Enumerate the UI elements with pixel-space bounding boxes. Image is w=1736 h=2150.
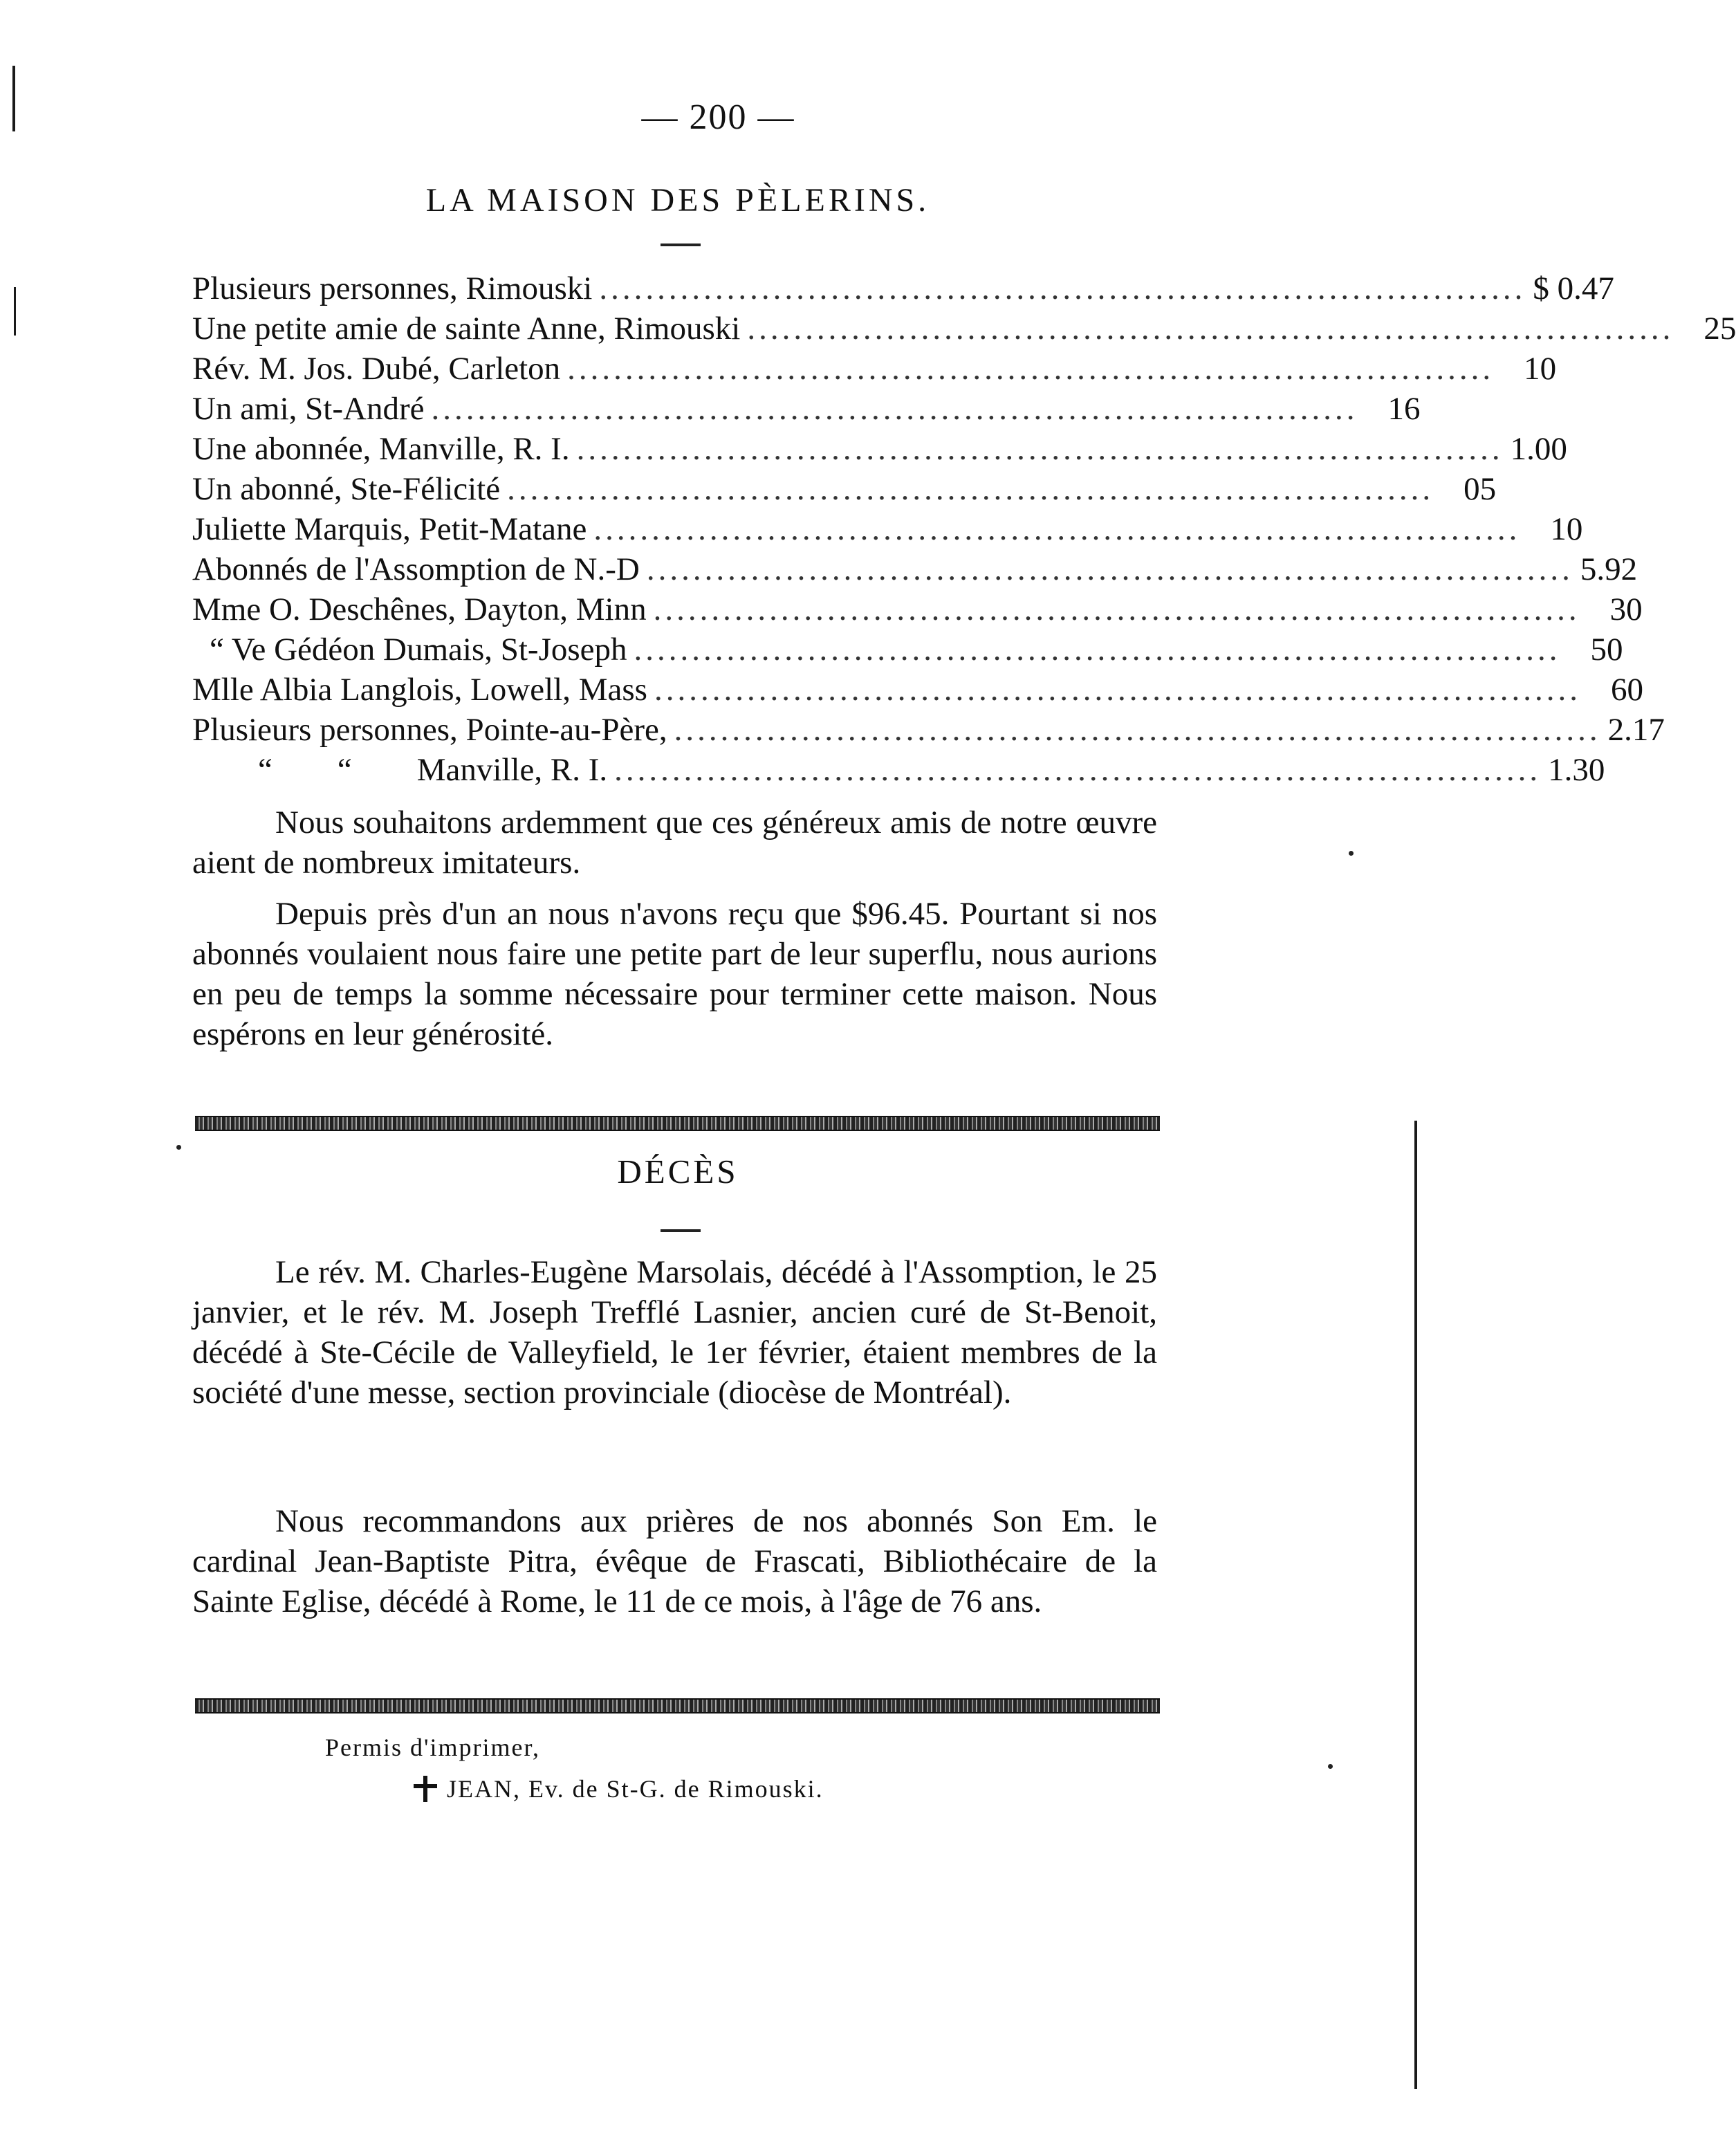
ledger-leader-dots: ................................................................................ <box>599 270 1526 306</box>
cross-icon <box>414 1776 437 1802</box>
ledger-donor: Une petite amie de sainte Anne, Rimouski <box>192 311 741 347</box>
ledger-donor: Un ami, St-André <box>192 391 425 427</box>
page-number: — 200 — <box>641 98 795 137</box>
ledger-amount: $ 0.47 <box>1533 270 1614 306</box>
ledger-leader-dots: ................................................................................ <box>431 391 1358 427</box>
ledger-row <box>192 750 1605 790</box>
ledger-row <box>192 349 1557 389</box>
imprimatur-signer-name: JEAN, Ev. de St-G. de Rimouski. <box>447 1775 824 1803</box>
section-title: LA MAISON DES PÈLERINS. <box>425 182 930 219</box>
ledger-donor: Plusieurs personnes, Rimouski <box>192 270 593 306</box>
speck <box>1328 1764 1333 1769</box>
ledger-leader-dots: ................................................................................ <box>576 431 1504 467</box>
ledger-amount: 05 <box>1463 471 1497 507</box>
ledger-donor: Un abonné, Ste-Félicité <box>192 471 501 507</box>
ledger-row <box>192 469 1497 509</box>
ledger-amount: 2.17 <box>1607 712 1665 748</box>
ledger-row <box>192 309 1736 349</box>
ledger-row <box>192 670 1643 710</box>
wish-paragraph: Nous souhaitons ardemment que ces généreux amis de notre œuvre aient de nombreux imitateurs. <box>192 805 1157 881</box>
ledger-amount: 30 <box>1609 591 1643 627</box>
ledger-leader-dots: ................................................................................ <box>747 311 1674 347</box>
deces-paragraph-1: Le rév. M. Charles-Eugène Marsolais, décédé à l'Assomption, le 25 janvier, et le rév. M. Joseph Trefflé Lasnier, ancien curé de St-Benoit, décédé à Ste-Cécile de Valleyfield, le 1er février, étaient membres de la société d'une messe, section provinciale (diocèse de Montréal). <box>192 1254 1157 1411</box>
deces-heading: DÉCÈS <box>617 1152 739 1191</box>
appeal-paragraph: Depuis près d'un an nous n'avons reçu que $96.45. Pourtant si nos abonnés voulaient nous faire une petite part de leur superflu, nous aurions en peu de temps la somme nécessaire pour terminer cette maison. Nous espérons en leur générosité. <box>192 896 1157 1052</box>
ledger-leader-dots: ................................................................................ <box>646 551 1573 587</box>
speck <box>1349 851 1354 856</box>
ledger-donor: Une abonnée, Manville, R. I. <box>192 431 570 467</box>
ledger-amount: 60 <box>1610 672 1643 708</box>
ledger-leader-dots: ................................................................................ <box>567 351 1495 387</box>
ledger-row <box>192 549 1638 589</box>
ledger-amount: 10 <box>1550 511 1583 547</box>
left-margin-mark-lower <box>14 287 16 336</box>
ledger-leader-dots: ................................................................................ <box>654 672 1581 708</box>
ornamental-divider <box>195 1698 1160 1713</box>
ledger-row <box>192 509 1583 549</box>
ornamental-divider <box>195 1116 1160 1131</box>
ledger-amount: 16 <box>1387 391 1421 427</box>
ledger-donor: Juliette Marquis, Petit-Matane <box>192 511 587 547</box>
donation-ledger <box>192 268 1736 790</box>
ledger-row <box>192 630 1623 670</box>
ledger-amount: 25 <box>1703 311 1736 347</box>
ledger-amount: 10 <box>1524 351 1557 387</box>
ledger-leader-dots: ................................................................................ <box>653 591 1580 627</box>
ledger-amount: 5.92 <box>1580 551 1638 587</box>
deces-rule <box>661 1229 701 1232</box>
ledger-amount: 1.00 <box>1510 431 1567 467</box>
speck <box>176 1145 181 1150</box>
imprimatur-label: Permis d'imprimer, <box>325 1734 541 1761</box>
imprimatur-signature <box>414 1774 824 1803</box>
ledger-donor: “ “ Manville, R. I. <box>258 752 608 788</box>
ledger-row <box>192 389 1421 429</box>
ledger-amount: 1.30 <box>1548 752 1605 788</box>
ledger-donor: Mlle Albia Langlois, Lowell, Mass <box>192 672 647 708</box>
ledger-row <box>192 268 1614 309</box>
right-margin-mark <box>1414 1121 1417 2089</box>
ledger-row <box>192 710 1665 750</box>
ledger-amount: 50 <box>1590 632 1623 668</box>
ledger-leader-dots: ................................................................................ <box>507 471 1434 507</box>
ledger-donor: Plusieurs personnes, Pointe-au-Père, <box>192 712 667 748</box>
ledger-donor: Abonnés de l'Assomption de N.-D <box>192 551 640 587</box>
ledger-leader-dots: ................................................................................ <box>593 511 1521 547</box>
ledger-row <box>192 589 1643 630</box>
ledger-row <box>192 429 1567 469</box>
title-rule <box>661 244 701 246</box>
ledger-donor: Rév. M. Jos. Dubé, Carleton <box>192 351 561 387</box>
deces-paragraph-2: Nous recommandons aux prières de nos abonnés Son Em. le cardinal Jean-Baptiste Pitra, évêque de Frascati, Bibliothécaire de la Sainte Eglise, décédé à Rome, le 11 de ce mois, à l'âge de 76 ans. <box>192 1503 1157 1619</box>
ledger-donor: “ Ve Gédéon Dumais, St-Joseph <box>210 632 627 668</box>
ledger-leader-dots: ................................................................................ <box>634 632 1561 668</box>
ledger-leader-dots: ................................................................................ <box>674 712 1601 748</box>
ledger-donor: Mme O. Deschênes, Dayton, Minn <box>192 591 647 627</box>
ledger-leader-dots: ................................................................................ <box>614 752 1542 788</box>
